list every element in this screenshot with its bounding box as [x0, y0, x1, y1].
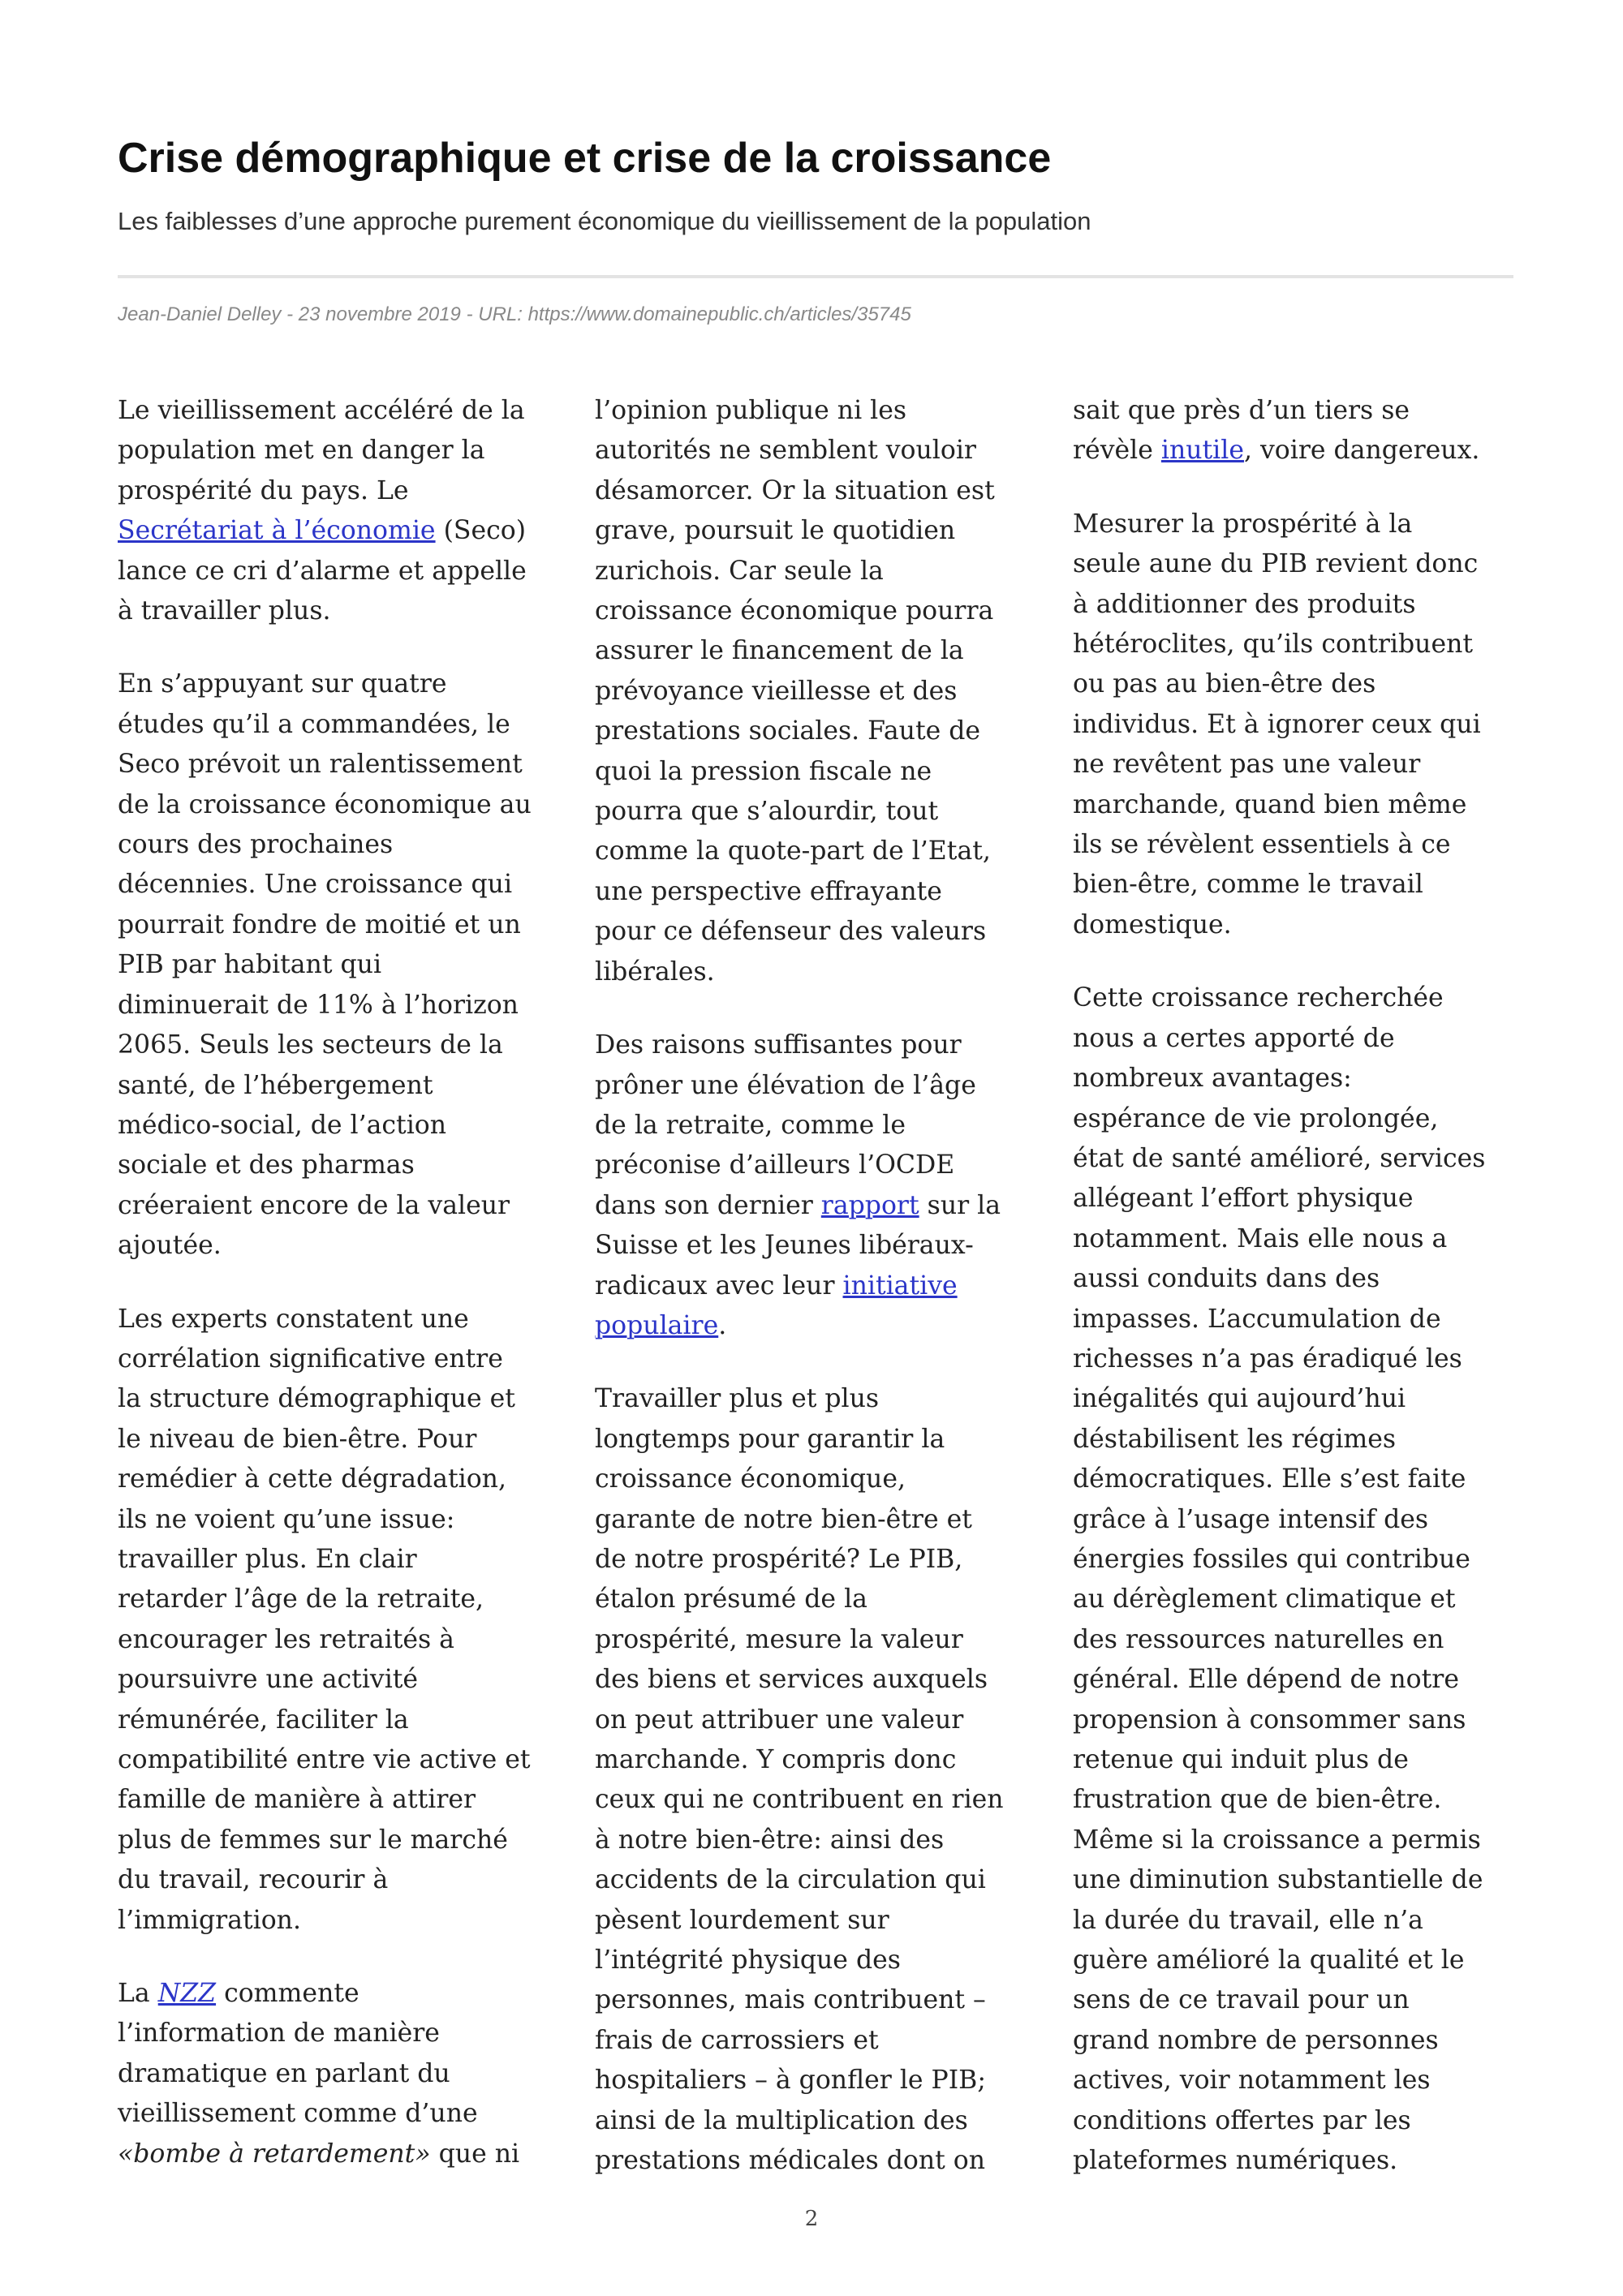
- text-fragment: La: [118, 1979, 158, 2009]
- page-number: 2: [804, 2207, 819, 2231]
- text-line: espérance de vie prolongée,: [1073, 1103, 1439, 1133]
- text-line: rémunérée, faciliter la: [118, 1705, 409, 1735]
- text-line: comme la quote-part de l’Etat,: [595, 836, 991, 866]
- text-line: général. Elle dépend de notre: [1073, 1665, 1459, 1695]
- text-line: guère amélioré la qualité et le: [1073, 1946, 1465, 1976]
- text-line: conditions offertes par les: [1073, 2105, 1411, 2135]
- text-line: des ressources naturelles en: [1073, 1624, 1444, 1654]
- text-line: grâce à l’usage intensif des: [1073, 1504, 1429, 1534]
- initiative-link[interactable]: initiative: [842, 1271, 958, 1301]
- text-line: ne revêtent pas une valeur: [1073, 750, 1421, 780]
- article-subtitle: Les faiblesses d’une approche purement économique du vieillissement de la population: [118, 207, 1091, 235]
- text-line: garante de notre bien-être et: [595, 1504, 972, 1534]
- seco-link[interactable]: Secrétariat à l’économie: [118, 516, 436, 546]
- text-column-3: [1073, 391, 1523, 2214]
- text-line: domestique.: [1073, 909, 1232, 939]
- text-line: hospitaliers – à gonfler le PIB;: [595, 2066, 986, 2096]
- text-line: plateformes numériques.: [1073, 2146, 1398, 2176]
- text-line: nous a certes apporté de: [1073, 1023, 1395, 1053]
- text-line: aussi conduits dans des: [1073, 1264, 1380, 1294]
- paragraph: [118, 1300, 568, 1941]
- text-line: sociale et des pharmas: [118, 1150, 415, 1180]
- text-line: croissance économique pourra: [595, 596, 994, 626]
- text-line: désamorcer. Or la situation est: [595, 475, 995, 505]
- paragraph: [118, 1974, 568, 2174]
- text-line: remédier à cette dégradation,: [118, 1464, 506, 1494]
- text-line: grand nombre de personnes: [1073, 2025, 1439, 2055]
- text-line: inégalités qui aujourd’hui: [1073, 1384, 1406, 1414]
- text-line: prestations médicales dont on: [595, 2146, 986, 2176]
- text-line: frais de carrossiers et: [595, 2025, 879, 2055]
- text-line: notamment. Mais elle nous a: [1073, 1223, 1448, 1253]
- text-line: le niveau de bien-être. Pour: [118, 1424, 477, 1454]
- text-line: déstabilisent les régimes: [1073, 1424, 1397, 1454]
- text-line: bien-être, comme le travail: [1073, 870, 1423, 900]
- text-column-2: [595, 391, 1045, 2214]
- text-line: propension à consommer sans: [1073, 1705, 1466, 1735]
- text-line: retenue qui induit plus de: [1073, 1745, 1409, 1774]
- text-line: vieillissement comme d’une: [118, 2099, 478, 2129]
- text-line: l’intégrité physique des: [595, 1946, 901, 1976]
- text-line: individus. Et à ignorer ceux qui: [1073, 709, 1481, 739]
- text-fragment: révèle: [1073, 436, 1161, 466]
- text-line: prévoyance vieillesse et des: [595, 676, 958, 706]
- text-line: [118, 1974, 568, 2014]
- text-line: travailler plus. En clair: [118, 1544, 417, 1574]
- text-line: à additionner des produits: [1073, 589, 1416, 619]
- text-line: autorités ne semblent vouloir: [595, 436, 976, 466]
- text-line: on peut attribuer une valeur: [595, 1705, 964, 1735]
- text-line: de notre prospérité? Le PIB,: [595, 1544, 963, 1574]
- text-line: ou pas au bien-être des: [1073, 669, 1376, 699]
- text-line: 2065. Seuls les secteurs de la: [118, 1030, 503, 1060]
- text-line: sait que près d’un tiers se: [1073, 396, 1410, 425]
- paragraph: [118, 391, 568, 631]
- header-divider: [118, 275, 1513, 278]
- text-line: pourrait fondre de moitié et un: [118, 909, 521, 939]
- text-line: richesses n’a pas éradiqué les: [1073, 1344, 1462, 1374]
- text-line: du travail, recourir à: [118, 1865, 389, 1895]
- text-line: démocratiques. Elle s’est faite: [1073, 1464, 1466, 1494]
- text-line: marchande. Y compris donc: [595, 1745, 957, 1774]
- paragraph: [595, 391, 1045, 992]
- text-line: des biens et services auxquels: [595, 1665, 988, 1695]
- text-line: Cette croissance recherchée: [1073, 983, 1444, 1013]
- text-line: pourra que s’alourdir, tout: [595, 797, 939, 827]
- text-fragment: radicaux avec leur: [595, 1271, 843, 1301]
- paragraph: [1073, 391, 1523, 471]
- text-line: décennies. Une croissance qui: [118, 870, 513, 900]
- text-line: nombreux avantages:: [1073, 1064, 1352, 1094]
- paragraph: [118, 664, 568, 1266]
- text-line: créeraient encore de la valeur: [118, 1190, 510, 1220]
- text-line: l’immigration.: [118, 1905, 301, 1935]
- text-line: actives, voir notamment les: [1073, 2066, 1431, 2096]
- text-line: prôner une élévation de l’âge: [595, 1070, 976, 1100]
- article-title: Crise démographique et crise de la croissance: [118, 135, 1052, 182]
- text-line: PIB par habitant qui: [118, 950, 382, 980]
- text-line: poursuivre une activité: [118, 1665, 419, 1695]
- initiative-link-continued[interactable]: populaire: [595, 1310, 719, 1340]
- text-line: quoi la pression fiscale ne: [595, 756, 932, 786]
- text-line: l’information de manière: [118, 2019, 440, 2049]
- text-line: à travailler plus.: [118, 596, 331, 626]
- text-line: assurer le financement de la: [595, 636, 964, 666]
- text-line: plus de femmes sur le marché: [118, 1825, 508, 1855]
- text-line: allégeant l’effort physique: [1073, 1184, 1414, 1214]
- nzz-link[interactable]: [158, 1979, 216, 2008]
- text-line: sens de ce travail pour un: [1073, 1985, 1410, 2015]
- text-line: Des raisons suffisantes pour: [595, 1030, 962, 1060]
- text-line: prospérité du pays. Le: [118, 475, 409, 505]
- text-line: une perspective effrayante: [595, 876, 942, 906]
- text-fragment: que ni: [430, 2139, 520, 2169]
- text-line: ils se révèlent essentiels à ce: [1073, 830, 1451, 860]
- text-line: retarder l’âge de la retraite,: [118, 1584, 484, 1615]
- text-line: la structure démographique et: [118, 1384, 515, 1414]
- text-line: préconise d’ailleurs l’OCDE: [595, 1150, 955, 1180]
- text-line: famille de manière à attirer: [118, 1785, 476, 1815]
- text-line: dramatique en parlant du: [118, 2058, 450, 2088]
- text-line: Le vieillissement accéléré de la: [118, 396, 525, 425]
- text-line: études qu’il a commandées, le: [118, 709, 510, 739]
- text-line: longtemps pour garantir la: [595, 1424, 945, 1454]
- text-line: pour ce défenseur des valeurs: [595, 917, 987, 947]
- text-line: à notre bien-être: ainsi des: [595, 1825, 945, 1855]
- text-line: personnes, mais contribuent –: [595, 1985, 986, 2015]
- text-fragment: , voire dangereux.: [1243, 436, 1480, 466]
- text-fragment: dans son dernier: [595, 1190, 821, 1220]
- text-line: santé, de l’hébergement: [118, 1070, 433, 1100]
- text-line: une diminution substantielle de: [1073, 1865, 1483, 1895]
- text-line: au dérèglement climatique et: [1073, 1584, 1456, 1615]
- text-line: frustration que de bien-être.: [1073, 1785, 1442, 1815]
- text-line: [595, 1266, 1045, 1306]
- text-line: Même si la croissance a permis: [1073, 1825, 1481, 1855]
- text-line: seule aune du PIB revient donc: [1073, 549, 1479, 579]
- paragraph: [595, 1025, 1045, 1346]
- link-text: NZZ: [157, 1979, 217, 2009]
- inutile-link[interactable]: inutile: [1160, 436, 1244, 466]
- text-line: état de santé amélioré, services: [1073, 1143, 1486, 1173]
- text-fragment: commente: [216, 1979, 359, 2009]
- text-line: encourager les retraités à: [118, 1624, 454, 1654]
- text-line: médico-social, de l’action: [118, 1110, 447, 1140]
- text-line: de la croissance économique au: [118, 789, 532, 819]
- text-line: prospérité, mesure la valeur: [595, 1624, 963, 1654]
- text-line: [595, 1306, 1045, 1346]
- article-byline: Jean-Daniel Delley - 23 novembre 2019 - URL: https://www.domainepublic.ch/articles/35745: [118, 303, 911, 325]
- text-line: ils ne voient qu’une issue:: [118, 1504, 455, 1534]
- rapport-link[interactable]: rapport: [820, 1190, 919, 1220]
- text-column-1: [118, 391, 568, 2208]
- text-line: Travailler plus et plus: [595, 1384, 880, 1414]
- text-line: ceux qui ne contribuent en rien: [595, 1785, 1004, 1815]
- text-line: [1073, 431, 1523, 471]
- text-line: diminuerait de 11% à l’horizon: [118, 990, 519, 1020]
- text-fragment: sur la: [919, 1190, 1001, 1220]
- text-fragment: .: [718, 1310, 727, 1340]
- text-line: énergies fossiles qui contribue: [1073, 1544, 1470, 1574]
- text-line: l’opinion publique ni les: [595, 396, 907, 425]
- text-line: de la retraite, comme le: [595, 1110, 906, 1140]
- text-line: Seco prévoit un ralentissement: [118, 750, 523, 780]
- text-line: étalon présumé de la: [595, 1584, 867, 1615]
- text-line: prestations sociales. Faute de: [595, 716, 981, 746]
- text-line: grave, poursuit le quotidien: [595, 516, 956, 546]
- text-line: Mesurer la prospérité à la: [1073, 509, 1413, 539]
- text-line: ainsi de la multiplication des: [595, 2105, 968, 2135]
- text-line: En s’appuyant sur quatre: [118, 669, 447, 699]
- paragraph: [1073, 505, 1523, 945]
- text-line: hétéroclites, qu’ils contribuent: [1073, 630, 1474, 660]
- text-fragment: (Seco): [435, 516, 526, 546]
- text-line: [595, 1186, 1045, 1226]
- text-line: zurichois. Car seule la: [595, 556, 884, 586]
- text-line: impasses. L’accumulation de: [1073, 1304, 1441, 1334]
- text-line: [118, 2135, 568, 2174]
- text-line: population met en danger la: [118, 436, 485, 466]
- text-line: lance ce cri d’alarme et appelle: [118, 556, 527, 586]
- quote-emphasis: «bombe à retardement»: [118, 2139, 431, 2169]
- text-line: corrélation significative entre: [118, 1344, 503, 1374]
- text-line: libérales.: [595, 957, 715, 987]
- text-line: compatibilité entre vie active et: [118, 1745, 531, 1774]
- text-line: croissance économique,: [595, 1464, 906, 1494]
- text-line: accidents de la circulation qui: [595, 1865, 986, 1895]
- text-line: Les experts constatent une: [118, 1304, 469, 1334]
- paragraph: [595, 1379, 1045, 2181]
- text-line: Suisse et les Jeunes libéraux-: [595, 1231, 974, 1261]
- text-line: pèsent lourdement sur: [595, 1905, 889, 1935]
- text-line: la durée du travail, elle n’a: [1073, 1905, 1423, 1935]
- text-line: ajoutée.: [118, 1231, 222, 1261]
- text-line: marchande, quand bien même: [1073, 789, 1467, 819]
- text-line: cours des prochaines: [118, 830, 394, 860]
- paragraph: [1073, 978, 1523, 2181]
- text-line: [118, 511, 568, 551]
